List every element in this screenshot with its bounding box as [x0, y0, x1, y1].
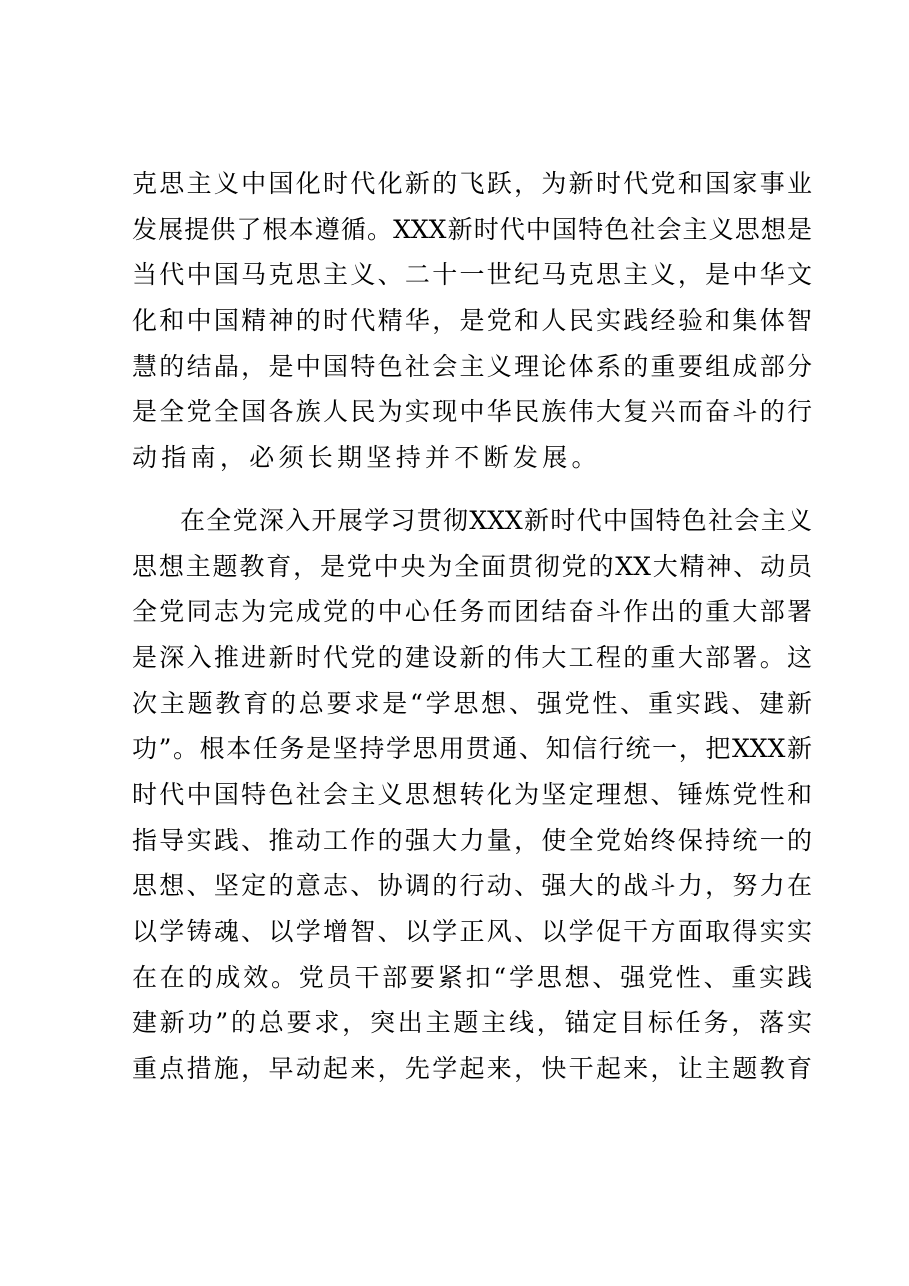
- text-line: 指导实践、推动工作的强大力量，使全党始终保持统一的: [132, 825, 812, 855]
- text-line: 以学铸魂、以学增智、以学正风、以学促干方面取得实实: [132, 917, 812, 946]
- paragraph-1: [132, 161, 812, 481]
- text-line: 建新功”的总要求，突出主题主线，锚定目标任务，落实: [132, 1008, 812, 1038]
- text-line: 慧的结晶，是中国特色社会主义理论体系的重要组成部分: [132, 351, 812, 381]
- text-line: 思想、坚定的意志、协调的行动、强大的战斗力，努力在: [132, 871, 812, 901]
- text-line: 化和中国精神的时代精华，是党和人民实践经验和集体智: [132, 306, 812, 336]
- text-line: 次主题教育的总要求是“学思想、强党性、重实践、建新: [132, 688, 812, 718]
- paragraph-2: [132, 498, 812, 1092]
- text-line: 思想主题教育，是党中央为全面贯彻党的XX大精神、动员: [132, 551, 812, 581]
- text-line: 时代中国特色社会主义思想转化为坚定理想、锤炼党性和: [132, 779, 812, 809]
- text-line: 重点措施，早动起来，先学起来，快干起来，让主题教育: [132, 1054, 812, 1084]
- text-line: 功”。根本任务是坚持学思用贯通、知信行统一，把XXX新: [132, 734, 812, 764]
- text-line: 在在的成效。党员干部要紧扣“学思想、强党性、重实践: [132, 962, 812, 992]
- paragraph-spacing: [132, 481, 812, 498]
- text-line-indented: 在全党深入开展学习贯彻XXX新时代中国特色社会主义: [180, 505, 812, 535]
- text-line: 是深入推进新时代党的建设新的伟大工程的重大部署。这: [132, 642, 812, 672]
- text-line-last: 动指南，必须长期坚持并不断发展。: [132, 443, 601, 473]
- text-line: 克思主义中国化时代化新的飞跃，为新时代党和国家事业: [132, 169, 812, 198]
- document-body: [132, 161, 812, 1092]
- text-line: 全党同志为完成党的中心任务而团结奋斗作出的重大部署: [132, 597, 812, 627]
- text-line: 是全党全国各族人民为实现中华民族伟大复兴而奋斗的行: [132, 397, 812, 427]
- text-line: 发展提供了根本遵循。XXX新时代中国特色社会主义思想是: [132, 214, 812, 244]
- text-line: 当代中国马克思主义、二十一世纪马克思主义，是中华文: [132, 260, 812, 290]
